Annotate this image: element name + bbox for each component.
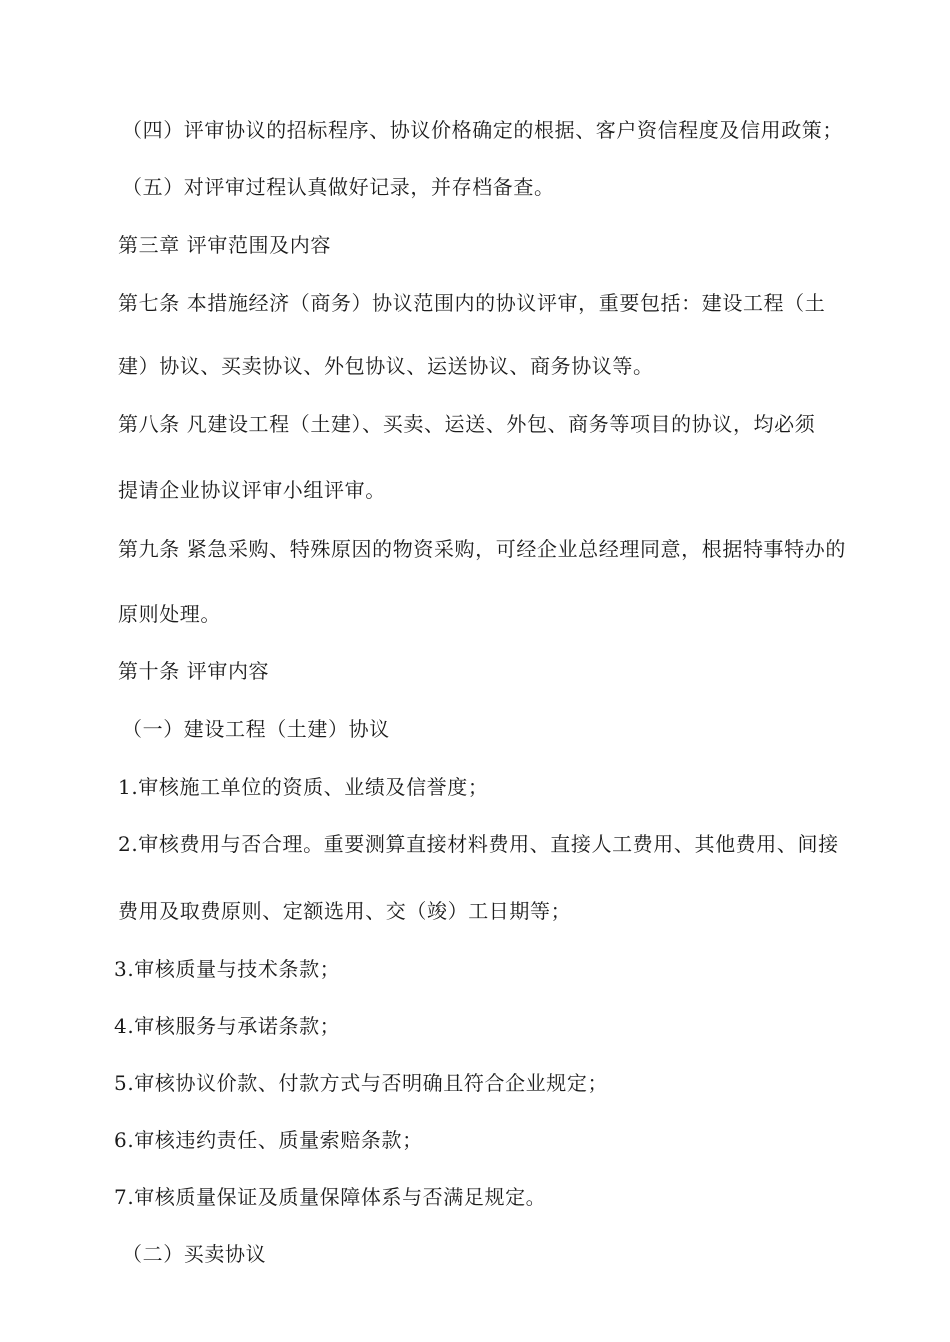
paragraph-line: （四）评审协议的招标程序、协议价格确定的根据、客户资信程度及信用政策； (122, 118, 843, 142)
list-item: 6.审核违约责任、质量索赔条款； (114, 1128, 423, 1152)
paragraph-line: 第九条 紧急采购、特殊原因的物资采购，可经企业总经理同意，根据特事特办的 (118, 537, 846, 561)
list-item: 3.审核质量与技术条款； (114, 957, 341, 981)
list-item: 7.审核质量保证及质量保障体系与否满足规定。 (114, 1185, 547, 1209)
paragraph-line: 建）协议、买卖协议、外包协议、运送协议、商务协议等。 (118, 354, 654, 378)
chapter-heading: 第三章 评审范围及内容 (118, 233, 331, 257)
paragraph-line: 原则处理。 (118, 602, 221, 626)
paragraph-line: 第七条 本措施经济（商务）协议范围内的协议评审，重要包括：建设工程（土 (118, 291, 826, 315)
list-item: 5.审核协议价款、付款方式与否明确且符合企业规定； (114, 1071, 609, 1095)
paragraph-line: 第八条 凡建设工程（土建）、买卖、运送、外包、商务等项目的协议，均必须 (118, 412, 816, 436)
subsection-heading: （一）建设工程（土建）协议 (122, 717, 390, 741)
list-item: 2.审核费用与否合理。重要测算直接材料费用、直接人工费用、其他费用、间接 (118, 832, 839, 856)
subsection-heading: （二）买卖协议 (122, 1242, 267, 1266)
paragraph-line: （五）对评审过程认真做好记录，并存档备查。 (122, 175, 555, 199)
list-item: 4.审核服务与承诺条款； (114, 1014, 341, 1038)
paragraph-line: 费用及取费原则、定额选用、交（竣）工日期等； (118, 899, 572, 923)
paragraph-line: 提请企业协议评审小组评审。 (118, 478, 386, 502)
section-heading: 第十条 评审内容 (118, 659, 270, 683)
list-item: 1.审核施工单位的资质、业绩及信誉度； (118, 775, 489, 799)
